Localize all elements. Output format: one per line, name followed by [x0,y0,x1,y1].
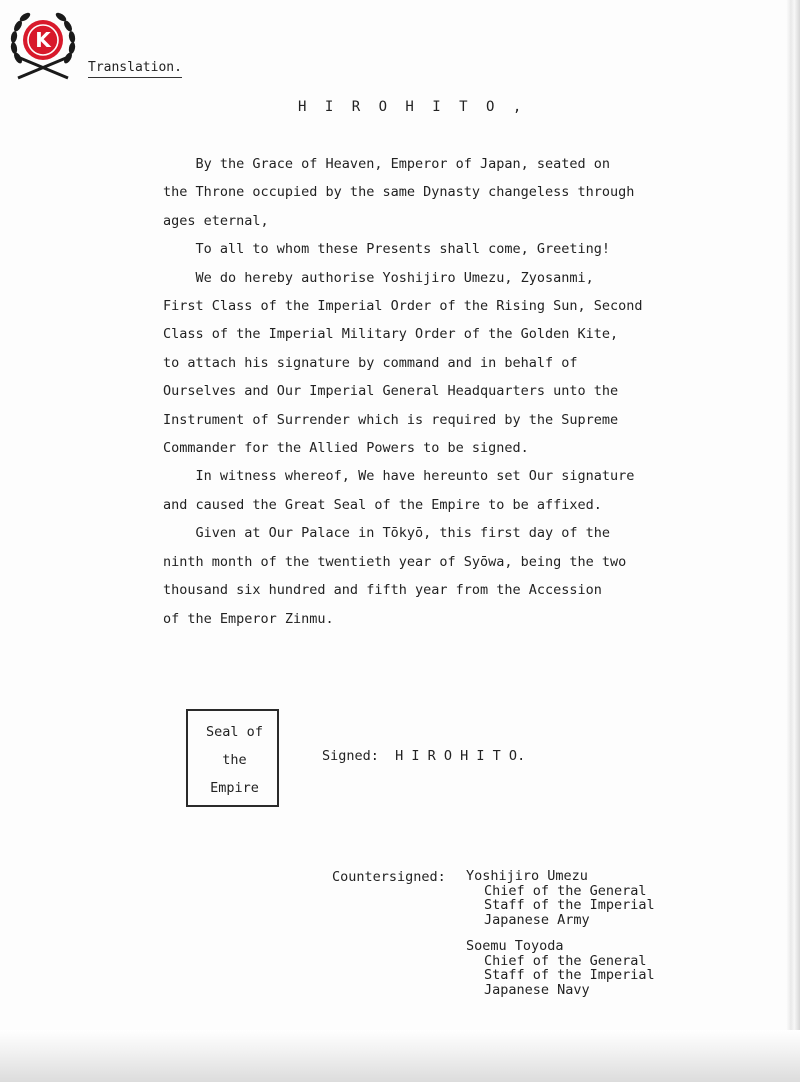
body-line: the Throne occupied by the same Dynasty changeless through [163,184,635,201]
body-line: Commander for the Allied Powers to be signed. [163,440,529,457]
countersigner-umezu [466,869,655,927]
body-line: and caused the Great Seal of the Empire to be affixed. [163,496,602,513]
logo-letter: K [35,28,51,52]
seal-line-3: Empire [210,780,259,796]
document-body [163,150,683,633]
countersigner-role-line: Staff of the Imperial [484,967,655,983]
body-line: By the Grace of Heaven, Emperor of Japan, seated on [163,156,611,172]
countersigner-role-line: Japanese Army [484,911,590,928]
seal-box [186,709,279,807]
body-line: ages eternal, [163,212,269,229]
translation-label: Translation. [88,60,182,78]
page-bottom-shadow [0,1030,800,1082]
body-line: to attach his signature by command and in behalf of [163,354,578,371]
countersigner-role-line: Japanese Navy [484,981,590,998]
countersigner-toyoda [466,939,655,997]
page-edge-shadow [786,0,800,1082]
countersigner-name: Soemu Toyoda [466,938,564,954]
body-line: First Class of the Imperial Order of the Rising Sun, Second [163,298,643,315]
body-line: To all to whom these Presents shall come, Greeting! [163,241,611,258]
countersigned-label: Countersigned: [332,869,446,885]
countersigner-name: Yoshijiro Umezu [466,868,588,884]
body-line: Given at Our Palace in Tōkyō, this first day of the [163,525,611,542]
body-line: ninth month of the twentieth year of Syōwa, being the two [163,553,627,570]
body-line: of the Emperor Zinmu. [163,610,334,627]
document-title: H I R O H I T O , [298,99,527,115]
imperial-signature: Signed: H I R O H I T O. [322,748,526,764]
body-line: Class of the Imperial Military Order of the Golden Kite, [163,326,619,343]
seal-line-2: the [222,752,247,768]
seal-line-1: Seal of [206,724,263,740]
laurel-logo-icon [6,6,80,82]
countersigner-role-line: Staff of the Imperial [484,897,655,913]
body-line: thousand six hundred and fifth year from the Accession [163,582,602,599]
countersigner-role-line: Chief of the General [484,952,647,969]
countersigner-role-line: Chief of the General [484,882,647,899]
body-line: Ourselves and Our Imperial General Headquarters unto the [163,383,619,400]
body-line: In witness whereof, We have hereunto set Our signature [163,468,635,485]
body-line: We do hereby authorise Yoshijiro Umezu, Zyosanmi, [163,269,594,286]
body-line: Instrument of Surrender which is required by the Supreme [163,411,619,428]
